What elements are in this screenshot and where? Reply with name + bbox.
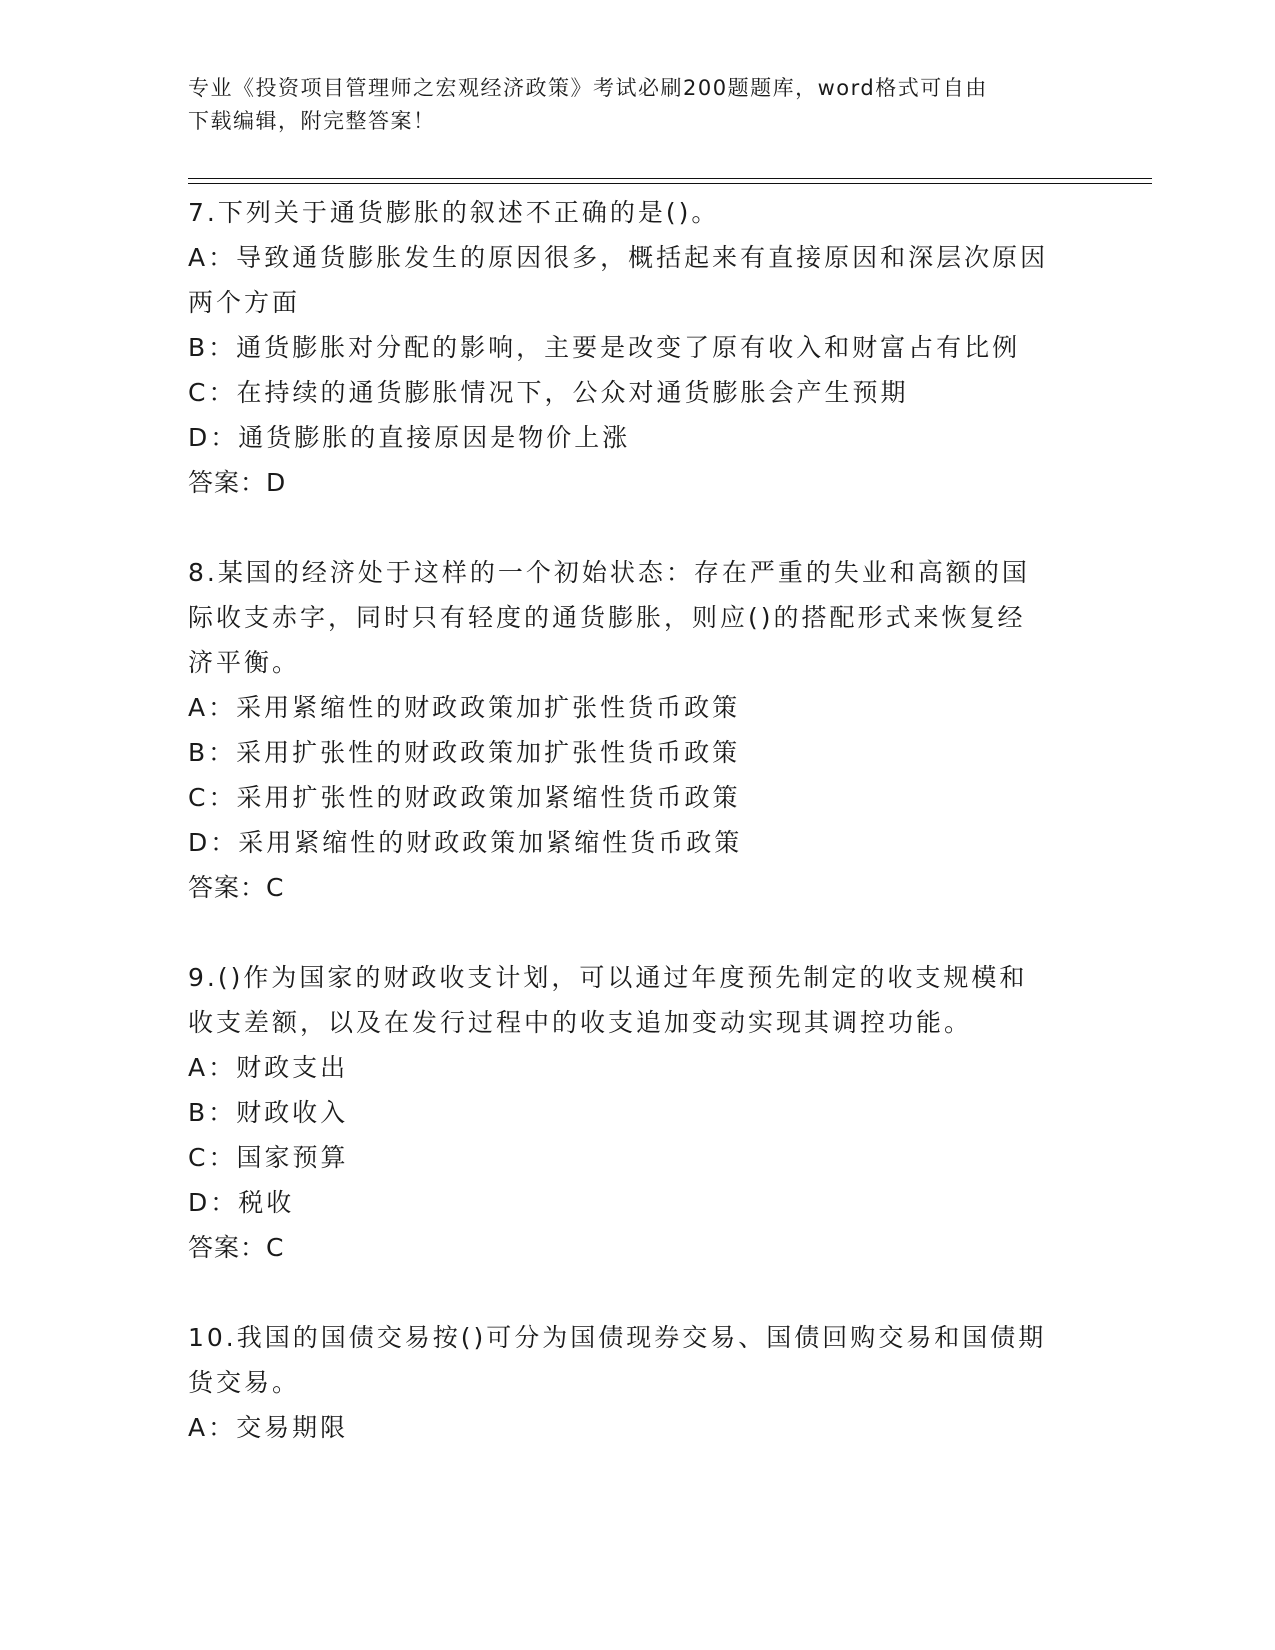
- header-rule-bottom: [188, 183, 1152, 184]
- question-spacer: [188, 505, 1088, 550]
- answer: 答案：C: [188, 873, 285, 902]
- question-spacer: [188, 910, 1088, 955]
- option-a: A：财政支出: [188, 1053, 349, 1082]
- question-stem: 8.某国的经济处于这样的一个初始状态：存在严重的失业和高额的国: [188, 558, 1030, 587]
- question-stem-continued: 货交易。: [188, 1368, 301, 1397]
- header-line-1: 专业《投资项目管理师之宏观经济政策》考试必刷200题题库，word格式可自由: [188, 76, 988, 100]
- option-c: C：在持续的通货膨胀情况下，公众对通货膨胀会产生预期: [188, 378, 909, 407]
- question-stem-continued: 收支差额，以及在发行过程中的收支追加变动实现其调控功能。: [188, 1008, 973, 1037]
- header-line-2: 下载编辑，附完整答案！: [188, 109, 436, 133]
- option-c: C：采用扩张性的财政政策加紧缩性货币政策: [188, 783, 741, 812]
- option-a-continued: 两个方面: [188, 288, 301, 317]
- option-d: D：采用紧缩性的财政政策加紧缩性货币政策: [188, 828, 743, 857]
- option-d: D：税收: [188, 1188, 295, 1217]
- question-10: [188, 1315, 1088, 1450]
- question-stem-continued: 际收支赤字，同时只有轻度的通货膨胀，则应()的搭配形式来恢复经: [188, 603, 1026, 632]
- header-rule-top: [188, 178, 1152, 179]
- question-list: [188, 190, 1088, 1450]
- question-stem: 10.我国的国债交易按()可分为国债现券交易、国债回购交易和国债期: [188, 1323, 1047, 1352]
- option-b: B：通货膨胀对分配的影响，主要是改变了原有收入和财富占有比例: [188, 333, 1021, 362]
- option-c: C：国家预算: [188, 1143, 349, 1172]
- question-spacer: [188, 1270, 1088, 1315]
- option-a: A：采用紧缩性的财政政策加扩张性货币政策: [188, 693, 741, 722]
- document-header: [188, 72, 1068, 138]
- option-a: A：导致通货膨胀发生的原因很多，概括起来有直接原因和深层次原因: [188, 243, 1049, 272]
- option-d: D：通货膨胀的直接原因是物价上涨: [188, 423, 631, 452]
- question-9: [188, 955, 1088, 1270]
- option-b: B：采用扩张性的财政政策加扩张性货币政策: [188, 738, 741, 767]
- question-stem: 9.()作为国家的财政收支计划，可以通过年度预先制定的收支规模和: [188, 963, 1028, 992]
- question-stem: 7.下列关于通货膨胀的叙述不正确的是()。: [188, 198, 720, 227]
- question-7: [188, 190, 1088, 505]
- option-a: A：交易期限: [188, 1413, 349, 1442]
- answer: 答案：C: [188, 1233, 285, 1262]
- question-stem-continued: 济平衡。: [188, 648, 301, 677]
- question-8: [188, 550, 1088, 910]
- answer: 答案：D: [188, 468, 287, 497]
- option-b: B：财政收入: [188, 1098, 349, 1127]
